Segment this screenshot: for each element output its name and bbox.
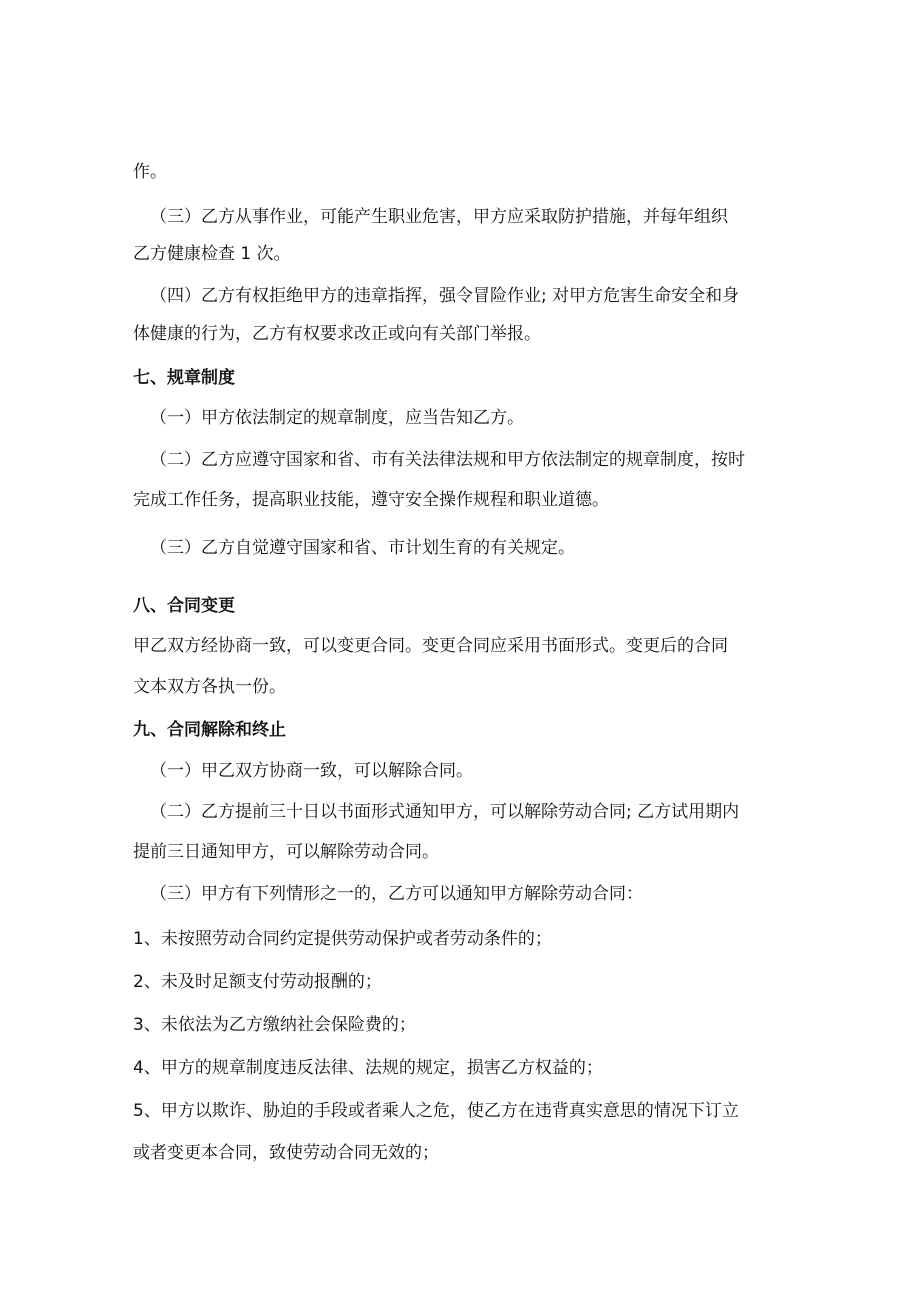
paragraph-line: （三）乙方从事作业，可能产生职业危害，甲方应采取防护措施，并每年组织 (150, 207, 728, 227)
paragraph-line: （二）乙方提前三十日以书面形式通知甲方，可以解除劳动合同; 乙方试用期内 (150, 802, 740, 822)
list-item: 5、甲方以欺诈、胁迫的手段或者乘人之危，使乙方在违背真实意思的情况下订立 (133, 1101, 739, 1121)
paragraph-line: （三）甲方有下列情形之一的，乙方可以通知甲方解除劳动合同： (150, 884, 643, 904)
paragraph-line: 体健康的行为，乙方有权要求改正或向有关部门举报。 (133, 324, 541, 344)
list-item: 3、未依法为乙方缴纳社会保险费的； (133, 1015, 416, 1035)
list-item: 4、甲方的规章制度违反法律、法规的规定，损害乙方权益的； (133, 1058, 603, 1078)
paragraph-line: （四）乙方有权拒绝甲方的违章指挥，强令冒险作业; 对甲方危害生命安全和身 (150, 286, 740, 306)
section-heading: 七、规章制度 (133, 368, 235, 388)
paragraph-line: 作。 (133, 162, 167, 182)
paragraph-line: （二）乙方应遵守国家和省、市有关法律法规和甲方依法制定的规章制度，按时 (150, 450, 745, 470)
paragraph-line: 乙方健康检查 1 次。 (133, 244, 291, 264)
paragraph-line: （一）甲方依法制定的规章制度，应当告知乙方。 (150, 408, 524, 428)
paragraph-line: 完成工作任务，提高职业技能，遵守安全操作规程和职业道德。 (133, 490, 609, 510)
paragraph-line: （三）乙方自觉遵守国家和省、市计划生育的有关规定。 (150, 538, 575, 558)
paragraph-line: 提前三日通知甲方，可以解除劳动合同。 (133, 842, 439, 862)
paragraph-line: （一）甲乙双方协商一致，可以解除合同。 (150, 761, 473, 781)
section-heading: 九、合同解除和终止 (133, 720, 286, 740)
paragraph-line: 甲乙双方经协商一致，可以变更合同。变更合同应采用书面形式。变更后的合同 (133, 636, 728, 656)
list-item: 或者变更本合同，致使劳动合同无效的； (133, 1143, 439, 1163)
list-item: 1、未按照劳动合同约定提供劳动保护或者劳动条件的； (133, 929, 552, 949)
section-heading: 八、合同变更 (133, 596, 235, 616)
paragraph-line: 文本双方各执一份。 (133, 677, 286, 697)
list-item: 2、未及时足额支付劳动报酬的； (133, 972, 382, 992)
